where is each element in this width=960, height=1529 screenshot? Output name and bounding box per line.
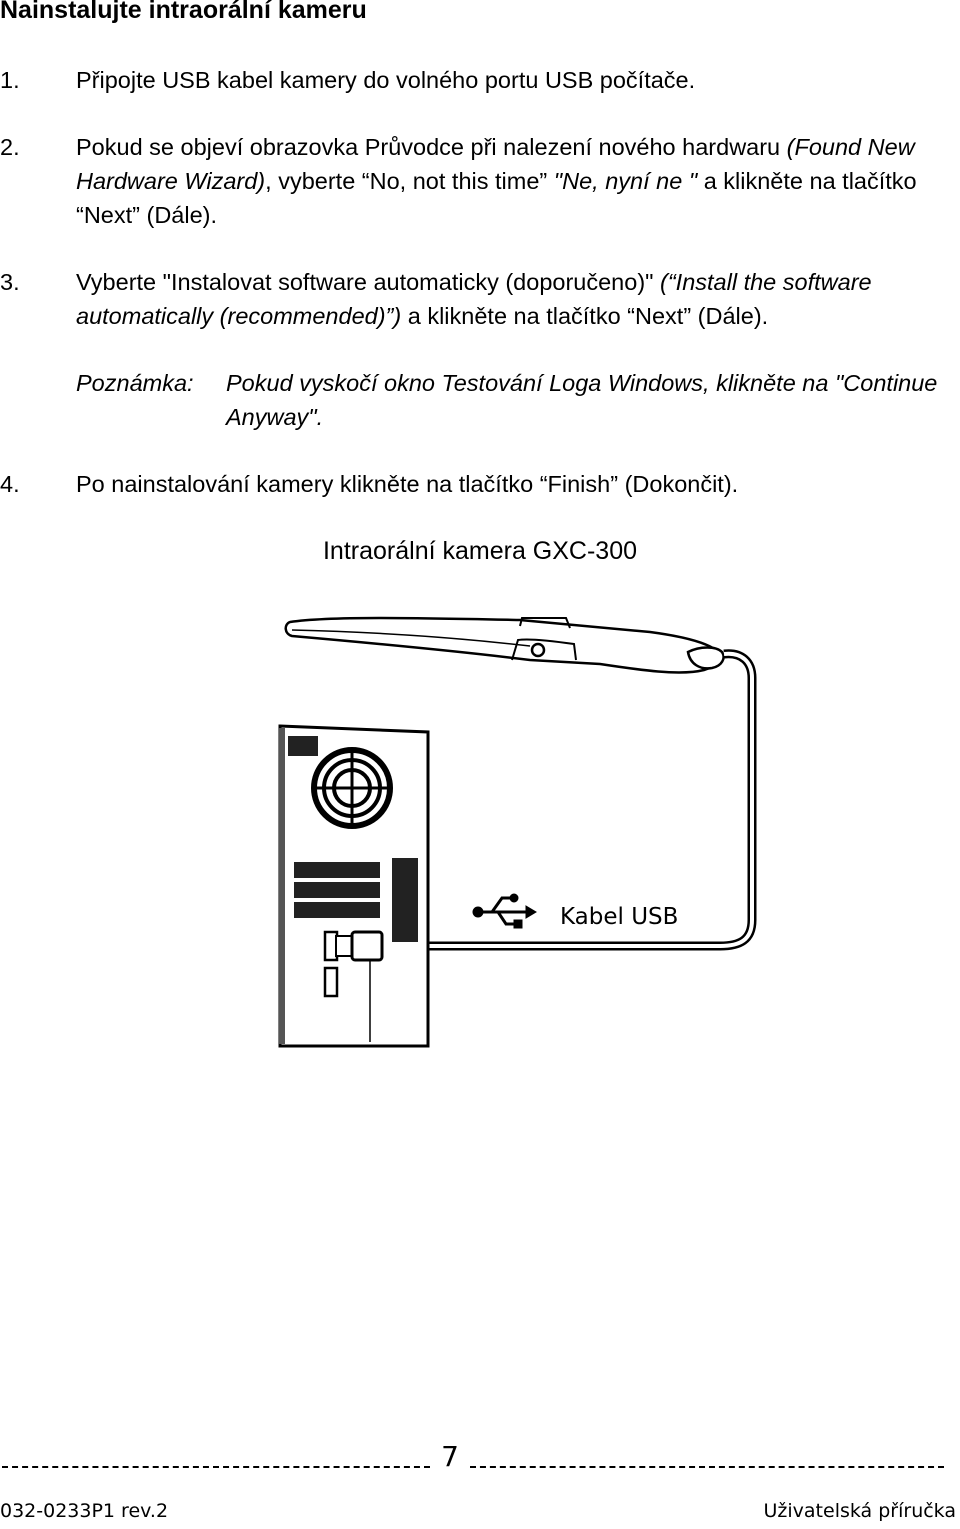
usb-plug [336, 932, 382, 960]
step-number: 4. [0, 471, 20, 497]
document-code: 032-0233P1 rev.2 [0, 1500, 169, 1522]
step-text-part: Pokud se objeví obrazovka Průvodce při nalezení nového hardwaru [76, 134, 787, 160]
section-heading: Nainstalujte intraorální kameru [0, 0, 367, 24]
step-text-part: a klikněte na tlačítko “Next” (Dále). [401, 303, 769, 329]
computer-tower [280, 726, 428, 1046]
step-number: 1. [0, 67, 20, 93]
page-number: 7 [441, 1440, 459, 1473]
step-2 [0, 130, 960, 232]
footer-separator [0, 1440, 960, 1480]
step-text-italic: "Ne, nyní ne " [553, 168, 698, 194]
usb-icon [473, 894, 536, 928]
step-text-part: Vyberte "Instalovat software automaticky (doporučeno)" [76, 269, 661, 295]
camera-connection-illustration [0, 590, 960, 1070]
usb-cable [388, 654, 752, 946]
step-text-part: a klikněte na tlačítko “Next” (Dále). [76, 168, 917, 228]
note-label: Poznámka: [76, 370, 194, 396]
step-1 [0, 63, 960, 97]
figure-caption: Intraorální kamera GXC-300 [322, 537, 638, 565]
step-text-italic: (Found New Hardware Wizard) [76, 134, 915, 194]
note-text: Pokud vyskočí okno Testování Loga Windows, klikněte na "Continue Anyway". [226, 370, 938, 430]
manual-title: Uživatelská příručka [763, 1500, 956, 1522]
step-text [76, 130, 960, 232]
step-3 [0, 265, 960, 333]
dashed-rule [470, 1466, 944, 1468]
dashed-rule [2, 1466, 430, 1468]
usb-cable-label: Kabel USB [560, 904, 679, 930]
step-number: 3. [0, 269, 20, 295]
fan-icon [314, 750, 390, 826]
step-4 [0, 467, 960, 501]
step-text-part: , vyberte “No, not this time” [265, 168, 554, 194]
step-text: Připojte USB kabel kamery do volného portu USB počítače. [76, 67, 696, 93]
step-number: 2. [0, 134, 20, 160]
camera-illustration [286, 618, 724, 672]
step-text: Po nainstalování kamery klikněte na tlačítko “Finish” (Dokončit). [76, 471, 739, 497]
step-text [76, 265, 960, 333]
step-text-italic: (“Install the software automatically (recommended)”) [76, 269, 872, 329]
note [76, 366, 960, 434]
